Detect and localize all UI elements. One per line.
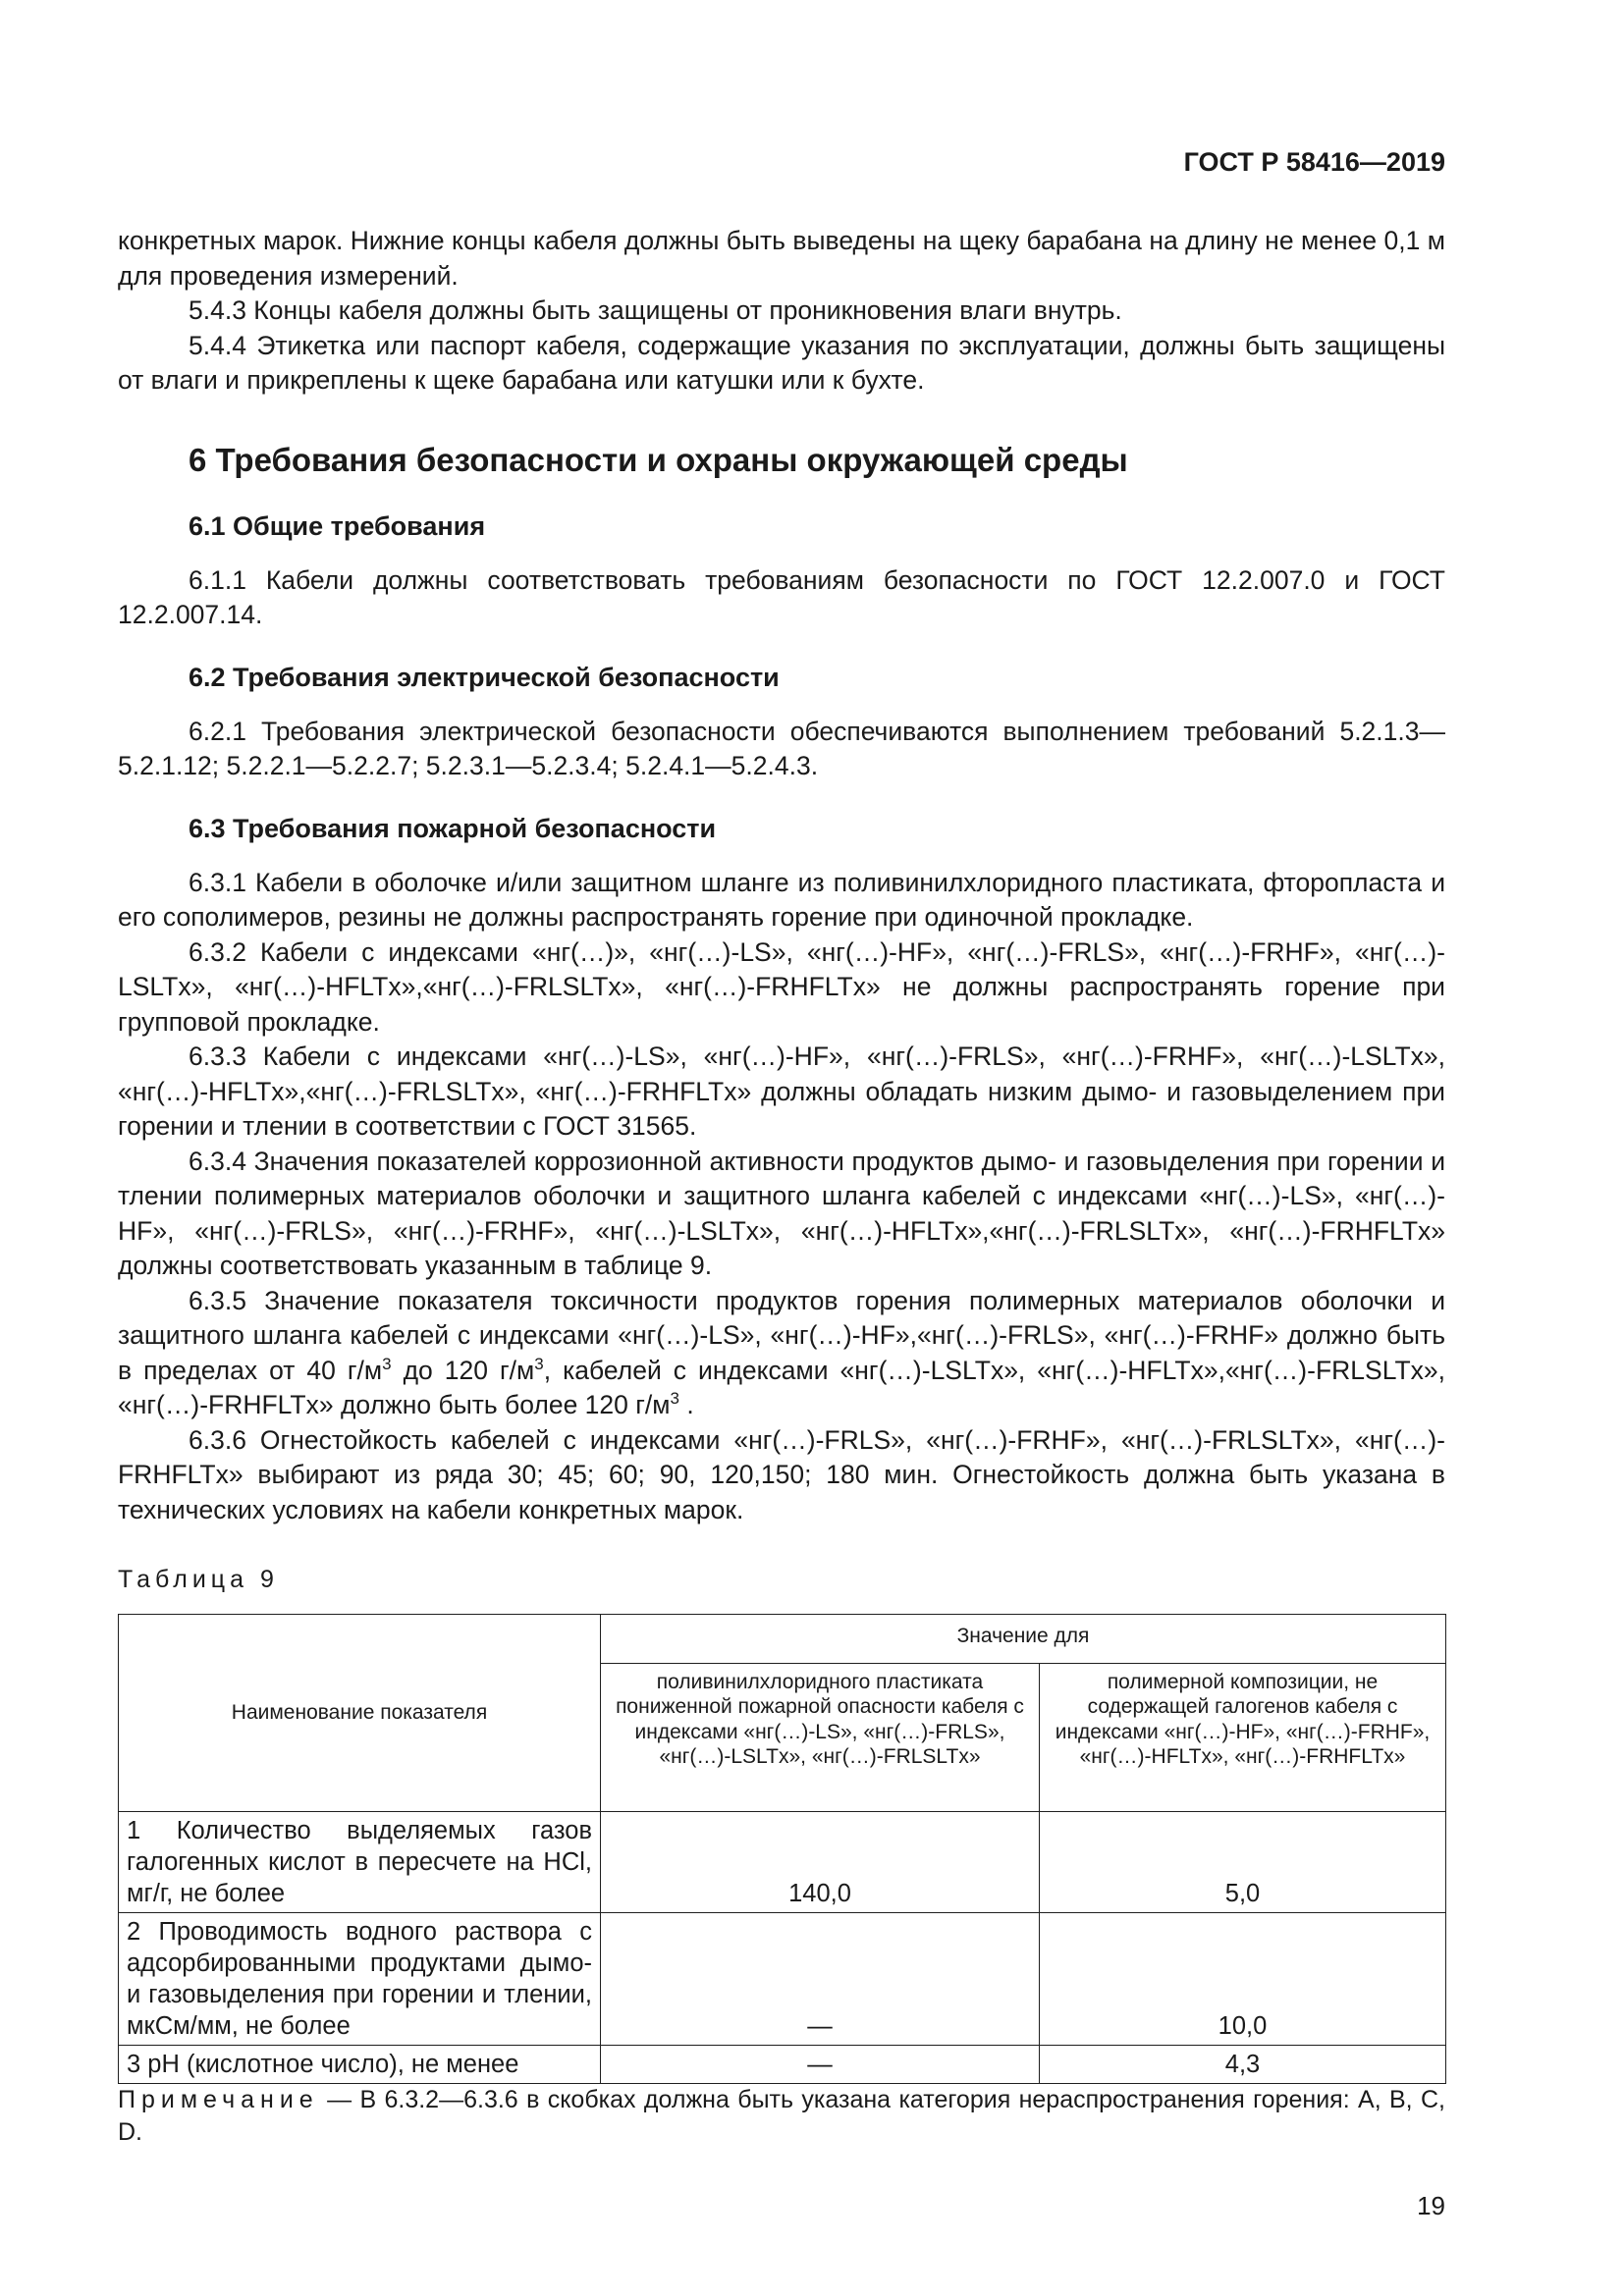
p635-part-b: до 120 г/м — [391, 1355, 535, 1385]
table-note — [118, 2084, 1445, 2149]
row-2-name: 2 Проводимость водного раствора с адсорбированными продуктами дымо- и газовыделения при горении и тлении, мкСм/мм, не более — [119, 1912, 601, 2045]
table-row — [119, 2045, 1446, 2083]
header-pvc-column: поливинилхлоридного пластиката пониженной пожарной опасности кабеля с индексами «нг(…)-LS», «нг(…)-FRLS», «нг(…)-LSLTx», «нг(…)-FRLSLTx» — [601, 1663, 1040, 1811]
paragraph-5-4-3: 5.4.3 Концы кабеля должны быть защищены от проникновения влаги внутрь. — [189, 295, 1122, 325]
header-indicator-name: Наименование показателя — [119, 1615, 601, 1812]
row-2-value-halogen-free: 10,0 — [1040, 1912, 1446, 2045]
table-row — [119, 1811, 1446, 1912]
header-value-group: Значение для — [601, 1615, 1446, 1664]
paragraph-6-2-1: 6.2.1 Требования электрической безопасности обеспечиваются выполнением требований 5.2.1.3—5.2.1.12; 5.2.2.1—5.2.2.7; 5.2.3.1—5.2.3.4; 5.2.4.1—5.2.4.3. — [118, 716, 1445, 780]
p635-sup-1: 3 — [382, 1354, 392, 1373]
paragraph-6-1-1: 6.1.1 Кабели должны соответствовать требованиям безопасности по ГОСТ 12.2.007.0 и ГОСТ 12.2.007.14. — [118, 564, 1445, 629]
paragraph-6-3-1: 6.3.1 Кабели в оболочке и/или защитном шланге из поливинилхлоридного пластиката, фторопласта и его сополимеров, резины не должны распространять горение при одиночной прокладке. — [118, 867, 1445, 932]
note-text: — В 6.3.2—6.3.6 в скобках должна быть указана категория нераспространения горения: A, B, C, D. — [118, 2085, 1445, 2146]
paragraph-continuation: конкретных марок. Нижние концы кабеля должны быть выведены на щеку барабана на длину не менее 0,1 м для проведения измерений. — [118, 226, 1445, 291]
table-header-row-1 — [119, 1615, 1446, 1664]
document-body — [118, 224, 1445, 2149]
p635-sup-3: 3 — [670, 1389, 679, 1409]
paragraph-6-3-3: 6.3.3 Кабели с индексами «нг(…)-LS», «нг(…)-HF», «нг(…)-FRLS», «нг(…)-FRHF», «нг(…)-LSLTx», «нг(…)-HFLTx»,«нг(…)-FRLSLTx», «нг(…)-FRHFLTx» должны обладать низким дымо- и газовыделением при горении и тлении в соответствии с ГОСТ 31565. — [118, 1041, 1445, 1141]
row-1-value-halogen-free: 5,0 — [1040, 1811, 1446, 1912]
paragraph-5-4-4: 5.4.4 Этикетка или паспорт кабеля, содержащие указания по эксплуатации, должны быть защищены от влаги и прикреплены к щеке барабана или катушки или к бухте. — [118, 330, 1445, 395]
row-3-name: 3 pH (кислотное число), не менее — [119, 2045, 601, 2083]
table-row — [119, 1912, 1446, 2045]
page-number: 19 — [1417, 2191, 1445, 2220]
paragraph-6-3-5 — [118, 1284, 1445, 1423]
row-1-name: 1 Количество выделяемых газов галогенных кислот в пересчете на HCl, мг/г, не более — [119, 1811, 601, 1912]
table-caption: Таблица 9 — [118, 1566, 279, 1593]
paragraph-6-3-2: 6.3.2 Кабели с индексами «нг(…)», «нг(…)-LS», «нг(…)-HF», «нг(…)-FRLS», «нг(…)-FRHF», «нг(…)-LSLTx», «нг(…)-HFLTx»,«нг(…)-FRLSLTx», «нг(…)-FRHFLTx» не должны распространять горение при групповой прокладке. — [118, 936, 1445, 1037]
section-6-2-title: 6.2 Требования электрической безопасности — [189, 662, 780, 692]
section-6-title: 6 Требования безопасности и охраны окружающей среды — [189, 441, 1128, 478]
row-3-value-pvc: — — [601, 2045, 1040, 2083]
document-header: ГОСТ Р 58416—2019 — [1183, 147, 1445, 177]
paragraph-6-3-6: 6.3.6 Огнестойкость кабелей с индексами «нг(…)-FRLS», «нг(…)-FRHF», «нг(…)-FRLSLTx», «нг(…)-FRHFLTx» выбирают из ряда 30; 45; 60; 90, 120,150; 180 мин. Огнестойкость должна быть указана в технических условиях на кабели конкретных марок. — [118, 1424, 1445, 1524]
table-9 — [118, 1614, 1446, 2084]
p635-part-d: . — [678, 1390, 694, 1419]
note-label: Примечание — [118, 2085, 319, 2113]
row-1-value-pvc: 140,0 — [601, 1811, 1040, 1912]
row-2-value-pvc: — — [601, 1912, 1040, 2045]
p635-part-c: , кабелей с индексами «нг(…)-LSLTx», «нг(…)-HFLTx»,«нг(…)-FRLSLTx», «нг(…)-FRHFLTx» должно быть более 120 г/м — [118, 1355, 1445, 1419]
paragraph-6-3-4: 6.3.4 Значения показателей коррозионной активности продуктов дымо- и газовыделения при горении и тлении полимерных материалов оболочки и защитного шланга кабелей с индексами «нг(…)-LS», «нг(…)-HF», «нг(…)-FRLS», «нг(…)-FRHF», «нг(…)-LSLTx», «нг(…)-HFLTx»,«нг(…)-FRLSLTx», «нг(…)-FRHFLTx» должны соответствовать указанным в таблице 9. — [118, 1146, 1445, 1280]
header-halogen-free-column: полимерной композиции, не содержащей галогенов кабеля с индексами «нг(…)-HF», «нг(…)-FRHF», «нг(…)-HFLTx», «нг(…)-FRHFLTx» — [1040, 1663, 1446, 1811]
p635-part-a: 6.3.5 Значение показателя токсичности продуктов горения полимерных материалов оболочки и защитного шланга кабелей с индексами «нг(…)-LS», «нг(…)-HF»,«нг(…)-FRLS», «нг(…)-FRHF» должно быть в пределах от 40 г/м — [118, 1285, 1445, 1385]
p635-sup-2: 3 — [534, 1354, 544, 1373]
row-3-value-halogen-free: 4,3 — [1040, 2045, 1446, 2083]
section-6-1-title: 6.1 Общие требования — [189, 510, 486, 541]
section-6-3-title: 6.3 Требования пожарной безопасности — [189, 813, 717, 843]
